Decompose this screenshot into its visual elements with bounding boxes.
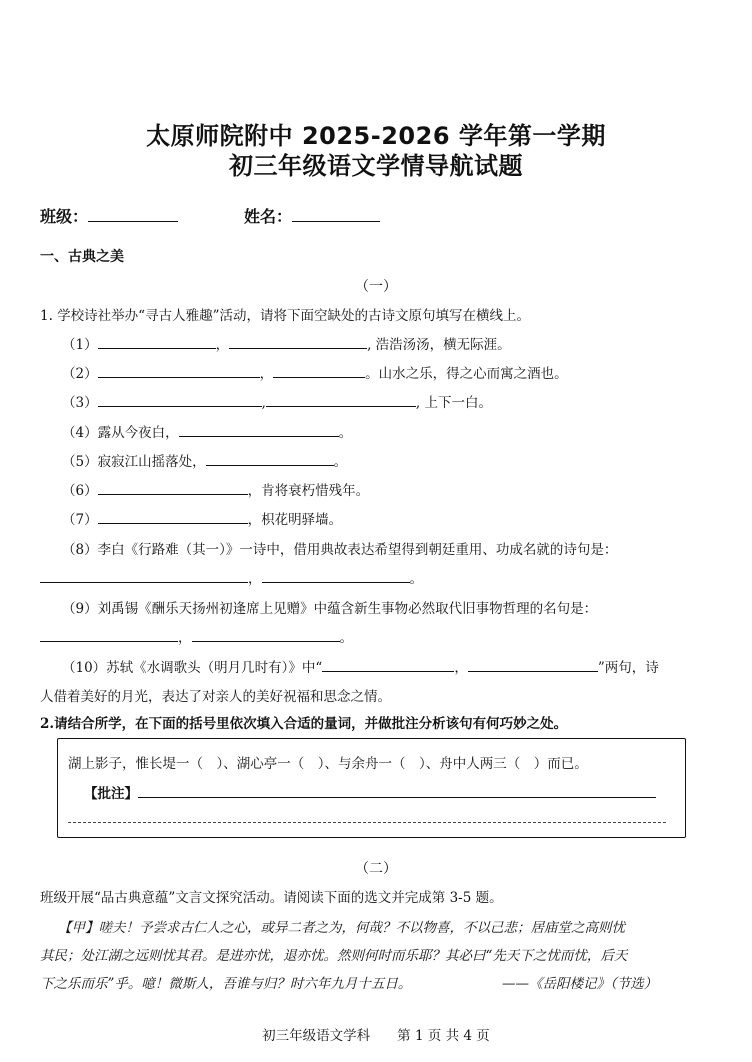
poem-item-9-blanks: ， 。 bbox=[40, 626, 353, 646]
annotation-label: 【批注】 bbox=[84, 786, 138, 802]
box-sentence: 湖上影子，惟长堤一（ ）、湖心亭一（ ）、与余舟一（ ）、舟中人两三（ ）而已。 bbox=[68, 756, 588, 772]
exam-title-line2: 初三年级语文学情导航试题 bbox=[229, 152, 523, 180]
name-blank bbox=[292, 207, 380, 222]
blank bbox=[192, 628, 340, 642]
class-label: 班级： bbox=[40, 207, 89, 226]
page-footer: 初三年级语文学科 第 1 页 共 4 页 bbox=[262, 1028, 490, 1044]
poem-item-6: （6） ，肯将衰朽惜残年。 bbox=[62, 483, 370, 499]
poem-item-10: （10）苏轼《水调歌头（明月几时有）》中“ ， ”两句，诗 bbox=[62, 660, 659, 676]
passage-line-2: 其民；处江湖之远则忧其君。是进亦忧，退亦忧。然则何时而乐耶？其必曰“先天下之忧而忧，后天 bbox=[40, 948, 628, 964]
blank bbox=[138, 784, 656, 798]
passage-source: ——《岳阳楼记》（节选） bbox=[502, 976, 658, 992]
poem-item-8-blanks: ， 。 bbox=[40, 567, 423, 587]
blank bbox=[206, 452, 334, 466]
poem-item-2: （2） ， 。山水之乐，得之心而寓之酒也。 bbox=[62, 366, 568, 382]
exam-title-line1: 太原师院附中 2025-2026 学年第一学期 bbox=[146, 122, 606, 150]
annotation-line-2 bbox=[68, 822, 666, 823]
poem-item-9: （9）刘禹锡《酬乐天扬州初逢席上见赠》中蕴含新生事物必然取代旧事物哲理的名句是： bbox=[62, 601, 598, 617]
blank bbox=[98, 393, 262, 407]
poem-item-1: （1） ， , 浩浩汤汤，横无际涯。 bbox=[62, 337, 511, 353]
poem-item-8: （8）李白《行路难（其一）》一诗中，借用典故表达希望得到朝廷重用、功成名就的诗句是： bbox=[62, 542, 618, 558]
blank bbox=[98, 481, 248, 495]
blank bbox=[229, 335, 367, 349]
annotation-line-1 bbox=[84, 782, 656, 802]
name-field bbox=[244, 204, 380, 227]
poem-item-7: （7） ，枳花明驿墙。 bbox=[62, 512, 343, 528]
passage-line-3: 下之乐而乐”乎。噫！微斯人，吾谁与归？时六年九月十五日。 bbox=[40, 976, 412, 992]
poem-item-3: （3） , , 上下一白。 bbox=[62, 395, 492, 411]
blank bbox=[40, 628, 178, 642]
blank bbox=[40, 569, 248, 583]
class-blank bbox=[88, 207, 178, 222]
blank bbox=[98, 364, 260, 378]
blank bbox=[468, 658, 598, 672]
blank bbox=[179, 423, 339, 437]
poem-item-5: （5）寂寂江山摇落处， 。 bbox=[62, 454, 348, 470]
poem-item-4: （4）露从今夜白， 。 bbox=[62, 425, 353, 441]
question-2-intro: 2.请结合所学，在下面的括号里依次填入合适的量词，并做批注分析该句有何巧妙之处。 bbox=[40, 716, 568, 732]
name-label: 姓名： bbox=[244, 207, 293, 226]
part-two-label: （二） bbox=[355, 861, 397, 877]
blank bbox=[262, 569, 410, 583]
part-two-intro: 班级开展“品古典意蕴”文言文探究活动。请阅读下面的选文并完成第 3-5 题。 bbox=[40, 890, 503, 906]
blank bbox=[98, 510, 248, 524]
blank bbox=[266, 393, 416, 407]
blank bbox=[98, 335, 216, 349]
part-one-label: （一） bbox=[355, 279, 397, 295]
question-1-intro: 1. 学校诗社举办“寻古人雅趣”活动，请将下面空缺处的古诗文原句填写在横线上。 bbox=[40, 308, 530, 324]
passage-line-1: 【甲】嗟夫！予尝求古仁人之心，或异二者之为，何哉？不以物喜，不以己悲；居庙堂之高则忧 bbox=[58, 920, 625, 936]
blank bbox=[322, 658, 454, 672]
section-heading: 一、古典之美 bbox=[40, 249, 124, 265]
class-field bbox=[40, 204, 178, 227]
poem-item-10-line2: 人借着美好的月光，表达了对亲人的美好祝福和思念之情。 bbox=[40, 689, 391, 705]
blank bbox=[273, 364, 365, 378]
